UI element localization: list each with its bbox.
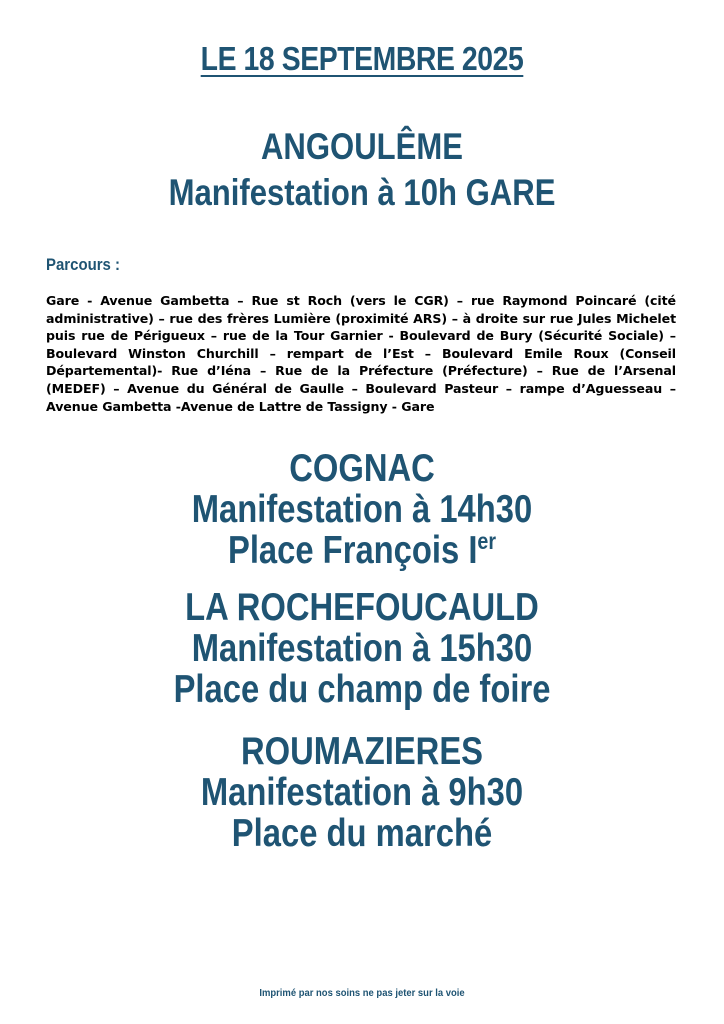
larochefoucauld-event: Manifestation à 15h30 bbox=[191, 627, 533, 670]
angouleme-section bbox=[0, 124, 724, 216]
larochefoucauld-place: Place du champ de foire bbox=[173, 668, 551, 711]
cognac-place-superscript: er bbox=[477, 528, 497, 554]
roumazieres-section bbox=[0, 731, 724, 854]
cognac-place bbox=[58, 530, 666, 571]
cognac-section bbox=[0, 448, 724, 571]
larochefoucauld-city: LA ROCHEFOUCAULD bbox=[185, 586, 539, 629]
angouleme-city: ANGOULÊME bbox=[260, 126, 464, 167]
footer-note: Imprimé par nos soins ne pas jeter sur la voie bbox=[259, 987, 465, 999]
parcours-route: Gare - Avenue Gambetta – Rue st Roch (vers le CGR) – rue Raymond Poincaré (cité administrative) – rue des frères Lumière (proximité ARS) – à droite sur rue Jules Michelet puis rue de Périgueux – rue de la Tour Garnier - Boulevard de Bury (Sécurité Sociale) – Boulevard Winston Churchill – rempart de l’Est – Boulevard Emile Roux (Conseil Départemental)- Rue d’Iéna – Rue de la Préfecture (Préfecture) – Rue de l’Arsenal (MEDEF) – Avenue du Général de Gaulle – Boulevard Pasteur – rampe d’Aguesseau – Avenue Gambetta -Avenue de Lattre de Tassigny - Gare bbox=[46, 293, 676, 414]
cognac-event: Manifestation à 14h30 bbox=[191, 488, 533, 531]
roumazieres-event: Manifestation à 9h30 bbox=[200, 771, 524, 814]
angouleme-event: Manifestation à 10h GARE bbox=[168, 172, 556, 213]
date-heading: LE 18 SEPTEMBRE 2025 bbox=[200, 40, 524, 77]
parcours-label: Parcours : bbox=[46, 255, 121, 274]
roumazieres-place: Place du marché bbox=[231, 812, 493, 855]
larochefoucauld-section bbox=[0, 587, 724, 710]
roumazieres-city: ROUMAZIERES bbox=[240, 730, 484, 773]
cognac-city: COGNAC bbox=[289, 447, 435, 490]
cognac-place-text: Place François I bbox=[227, 529, 478, 572]
